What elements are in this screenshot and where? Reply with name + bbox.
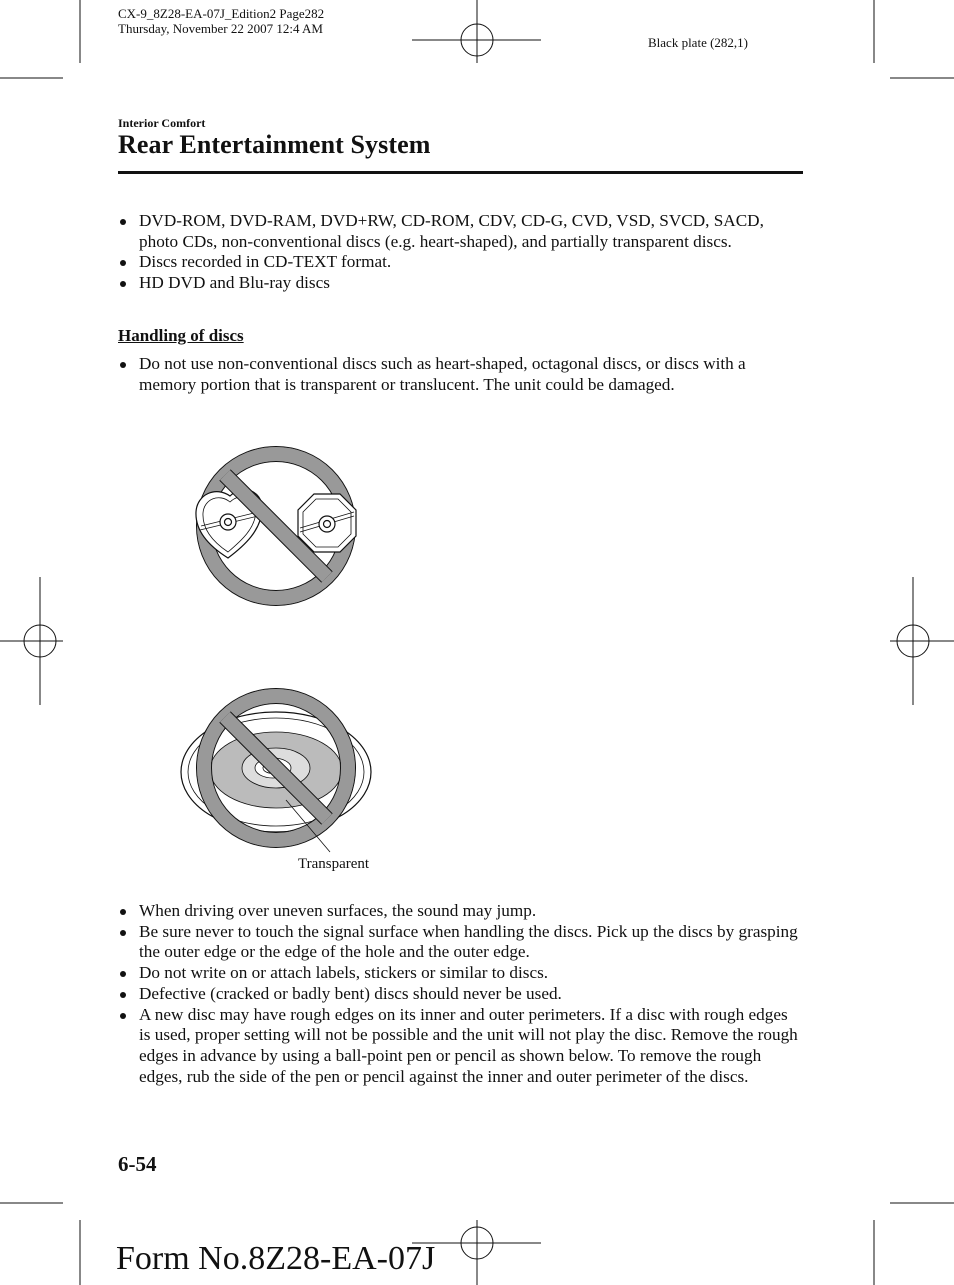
list-item: HD DVD and Blu-ray discs xyxy=(118,273,803,294)
bullet-icon xyxy=(120,1013,126,1019)
list-item: Defective (cracked or badly bent) discs should never be used. xyxy=(118,984,803,1005)
list-item: Do not use non-conventional discs such as heart-shaped, octagonal discs, or discs with a memory portion that is transparent or translucent. The unit could be damaged. xyxy=(118,354,803,395)
list-item: DVD-ROM, DVD-RAM, DVD+RW, CD-ROM, CDV, CD-G, CVD, VSD, SVCD, SACD, photo CDs, non-conventional discs (e.g. heart-shaped), and partially transparent discs. xyxy=(118,211,803,252)
list-item: Discs recorded in CD-TEXT format. xyxy=(118,252,803,273)
bullet-icon xyxy=(120,930,126,936)
page-title: Rear Entertainment System xyxy=(118,130,431,159)
print-file-line: CX-9_8Z28-EA-07J_Edition2 Page282 xyxy=(118,6,325,21)
bullet-icon xyxy=(120,909,126,915)
list-item: When driving over uneven surfaces, the sound may jump. xyxy=(118,901,803,922)
bullet-icon xyxy=(120,992,126,998)
handling-heading: Handling of discs xyxy=(118,326,244,345)
list-item: A new disc may have rough edges on its inner and outer perimeters. If a disc with rough edges is used, proper setting will not be possible and the unit will not play the disc. Remove the rough edges in advance by using a ball-point pen or pencil as shown below. To remove the rough edges, rub the side of the pen or pencil against the inner and outer perimeter of the discs. xyxy=(118,1005,803,1088)
bullet-icon xyxy=(120,971,126,977)
form-number: Form No.8Z28-EA-07J xyxy=(116,1240,436,1277)
figure-caption-transparent: Transparent xyxy=(298,856,370,872)
print-date-line: Thursday, November 22 2007 12:4 AM xyxy=(118,21,323,36)
handling-tips-list xyxy=(118,901,803,1087)
list-item: Be sure never to touch the signal surface when handling the discs. Pick up the discs by grasping the outer edge or the edge of the hole and the outer edge. xyxy=(118,922,803,963)
plate-label: Black plate (282,1) xyxy=(648,35,748,50)
page-number: 6-54 xyxy=(118,1152,157,1176)
list-item: Do not write on or attach labels, stickers or similar to discs. xyxy=(118,963,803,984)
section-label: Interior Comfort xyxy=(118,116,206,130)
